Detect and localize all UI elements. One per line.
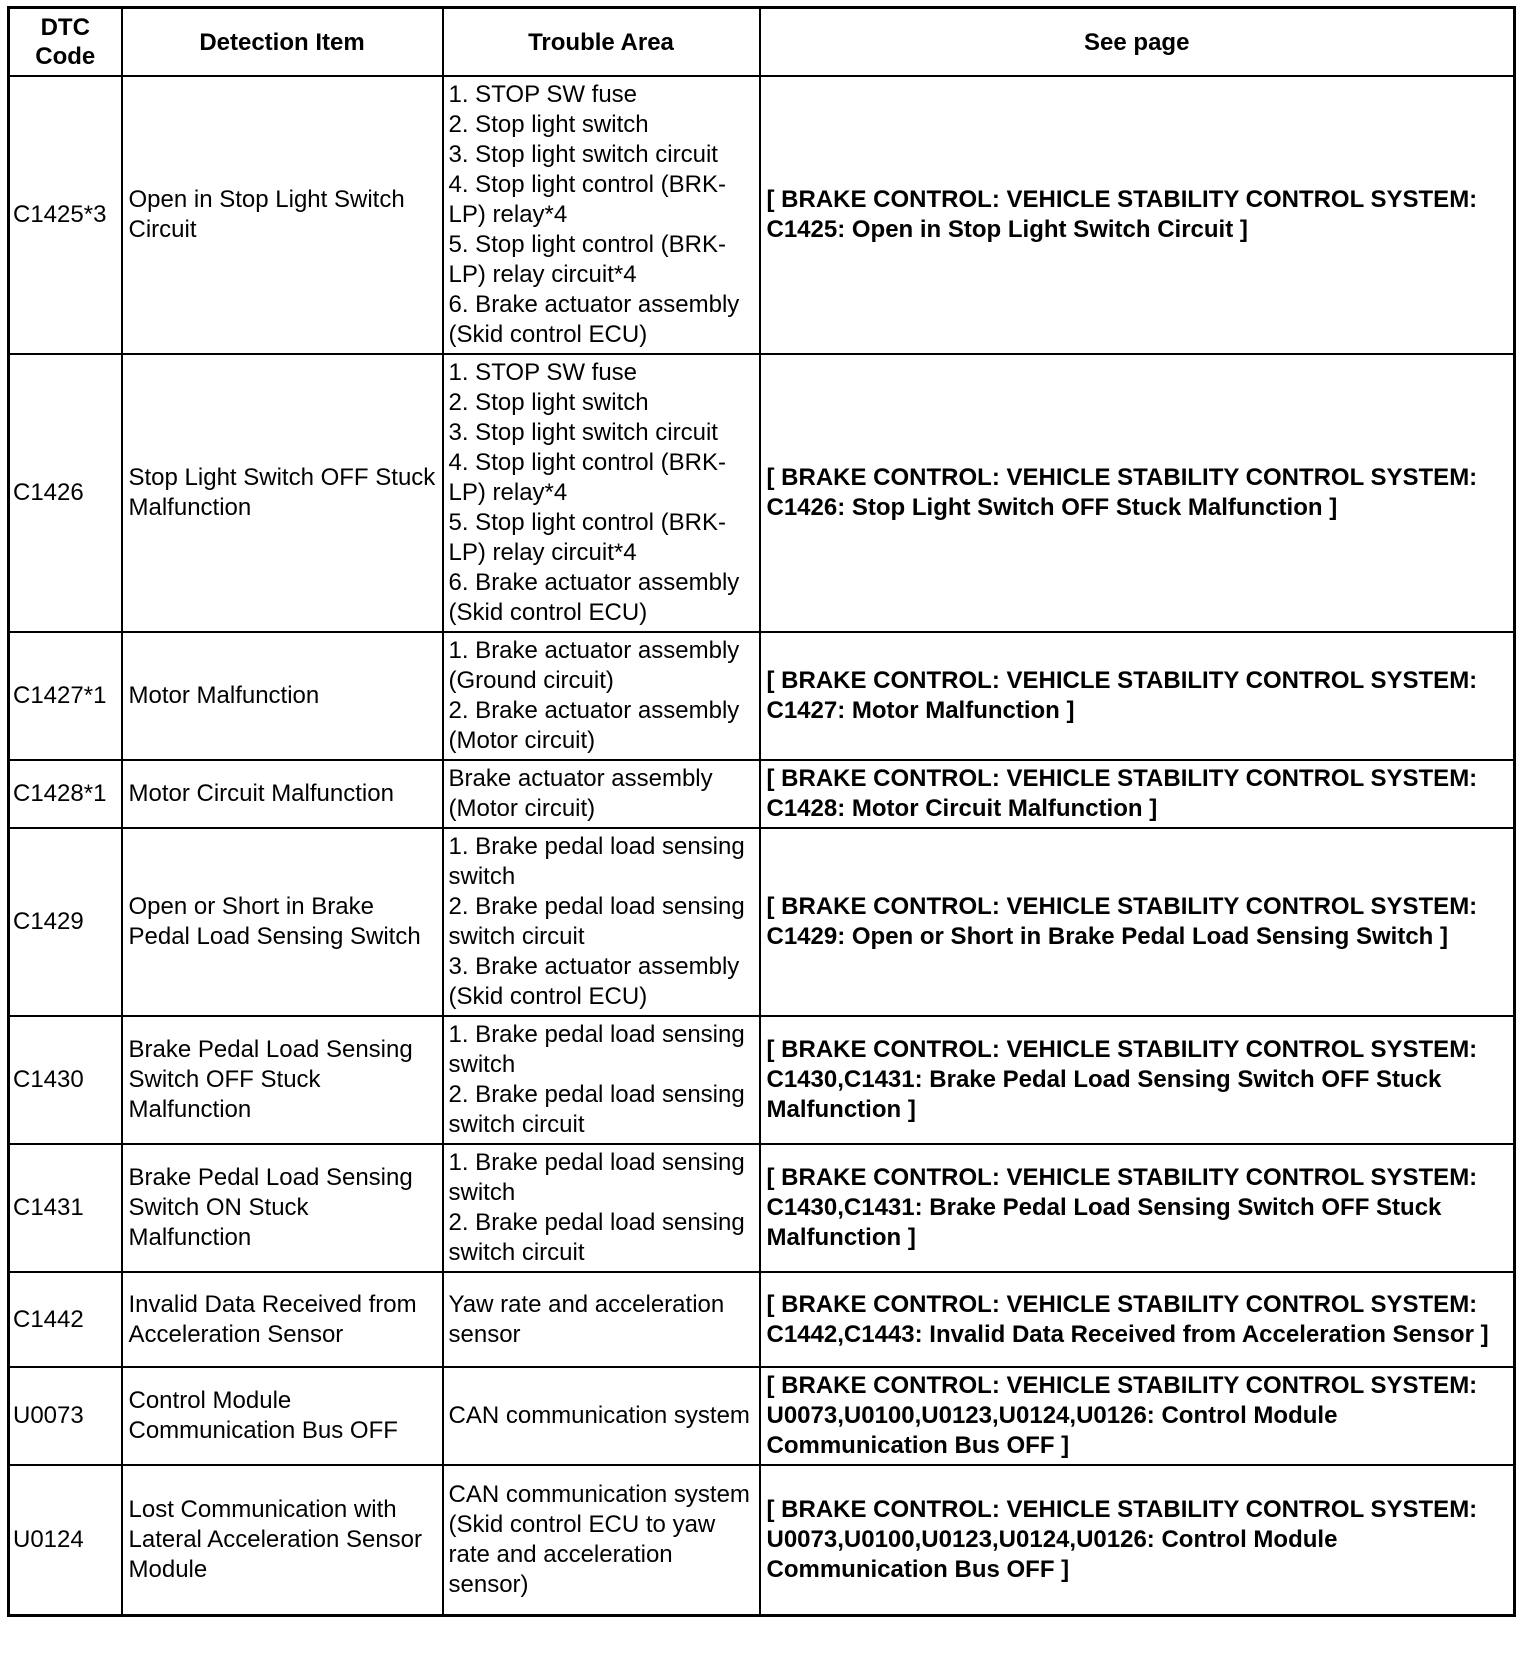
detection-item-cell: Motor Circuit Malfunction [122, 760, 443, 828]
see-page-cell[interactable]: [ BRAKE CONTROL: VEHICLE STABILITY CONTROL SYSTEM: C1442,C1443: Invalid Data Received from Acceleration Sensor ] [760, 1272, 1515, 1367]
table-row [9, 1144, 1515, 1272]
dtc-code-cell: U0124 [9, 1465, 122, 1615]
trouble-area-cell: 1. Brake actuator assembly (Ground circuit) 2. Brake actuator assembly (Motor circuit) [443, 632, 760, 760]
detection-item-cell: Stop Light Switch OFF Stuck Malfunction [122, 354, 443, 632]
see-page-cell[interactable]: [ BRAKE CONTROL: VEHICLE STABILITY CONTROL SYSTEM: C1428: Motor Circuit Malfunction ] [760, 760, 1515, 828]
table-row [9, 1272, 1515, 1367]
trouble-area-cell: 1. STOP SW fuse 2. Stop light switch 3. Stop light switch circuit 4. Stop light control (BRK-LP) relay*4 5. Stop light control (BRK-LP) relay circuit*4 6. Brake actuator assembly (Skid control ECU) [443, 76, 760, 354]
table-row [9, 1367, 1515, 1465]
see-page-cell[interactable]: [ BRAKE CONTROL: VEHICLE STABILITY CONTROL SYSTEM: C1430,C1431: Brake Pedal Load Sensing Switch OFF Stuck Malfunction ] [760, 1144, 1515, 1272]
detection-item-cell: Invalid Data Received from Acceleration Sensor [122, 1272, 443, 1367]
table-row [9, 354, 1515, 632]
see-page-cell[interactable]: [ BRAKE CONTROL: VEHICLE STABILITY CONTROL SYSTEM: U0073,U0100,U0123,U0124,U0126: Control Module Communication Bus OFF ] [760, 1465, 1515, 1615]
table-row [9, 76, 1515, 354]
dtc-code-cell: C1427*1 [9, 632, 122, 760]
see-page-cell[interactable]: [ BRAKE CONTROL: VEHICLE STABILITY CONTROL SYSTEM: C1430,C1431: Brake Pedal Load Sensing Switch OFF Stuck Malfunction ] [760, 1016, 1515, 1144]
detection-item-cell: Brake Pedal Load Sensing Switch ON Stuck Malfunction [122, 1144, 443, 1272]
trouble-area-cell: 1. STOP SW fuse 2. Stop light switch 3. Stop light switch circuit 4. Stop light control (BRK-LP) relay*4 5. Stop light control (BRK-LP) relay circuit*4 6. Brake actuator assembly (Skid control ECU) [443, 354, 760, 632]
trouble-area-cell: Yaw rate and acceleration sensor [443, 1272, 760, 1367]
dtc-code-cell: U0073 [9, 1367, 122, 1465]
detection-item-cell: Brake Pedal Load Sensing Switch OFF Stuck Malfunction [122, 1016, 443, 1144]
see-page-cell[interactable]: [ BRAKE CONTROL: VEHICLE STABILITY CONTROL SYSTEM: C1427: Motor Malfunction ] [760, 632, 1515, 760]
see-page-cell[interactable]: [ BRAKE CONTROL: VEHICLE STABILITY CONTROL SYSTEM: C1429: Open or Short in Brake Pedal Load Sensing Switch ] [760, 828, 1515, 1016]
header-detection-item: Detection Item [122, 8, 443, 77]
dtc-code-cell: C1430 [9, 1016, 122, 1144]
header-trouble-area: Trouble Area [443, 8, 760, 77]
see-page-cell[interactable]: [ BRAKE CONTROL: VEHICLE STABILITY CONTROL SYSTEM: C1426: Stop Light Switch OFF Stuck Malfunction ] [760, 354, 1515, 632]
detection-item-cell: Lost Communication with Lateral Acceleration Sensor Module [122, 1465, 443, 1615]
table-row [9, 1016, 1515, 1144]
table-row [9, 828, 1515, 1016]
dtc-code-cell: C1428*1 [9, 760, 122, 828]
table-row [9, 760, 1515, 828]
trouble-area-cell: CAN communication system (Skid control ECU to yaw rate and acceleration sensor) [443, 1465, 760, 1615]
dtc-code-cell: C1442 [9, 1272, 122, 1367]
see-page-cell[interactable]: [ BRAKE CONTROL: VEHICLE STABILITY CONTROL SYSTEM: C1425: Open in Stop Light Switch Circuit ] [760, 76, 1515, 354]
see-page-cell[interactable]: [ BRAKE CONTROL: VEHICLE STABILITY CONTROL SYSTEM: U0073,U0100,U0123,U0124,U0126: Control Module Communication Bus OFF ] [760, 1367, 1515, 1465]
header-see-page: See page [760, 8, 1515, 77]
trouble-area-cell: 1. Brake pedal load sensing switch 2. Brake pedal load sensing switch circuit 3. Brake actuator assembly (Skid control ECU) [443, 828, 760, 1016]
detection-item-cell: Open or Short in Brake Pedal Load Sensing Switch [122, 828, 443, 1016]
trouble-area-cell: Brake actuator assembly (Motor circuit) [443, 760, 760, 828]
dtc-code-cell: C1431 [9, 1144, 122, 1272]
dtc-table [7, 6, 1516, 1617]
header-dtc-code [9, 8, 122, 77]
trouble-area-cell: CAN communication system [443, 1367, 760, 1465]
dtc-code-cell: C1426 [9, 354, 122, 632]
trouble-area-cell: 1. Brake pedal load sensing switch 2. Brake pedal load sensing switch circuit [443, 1016, 760, 1144]
table-body [9, 76, 1515, 1615]
header-dtc-code-line2: Code [35, 43, 96, 70]
dtc-code-cell: C1429 [9, 828, 122, 1016]
dtc-code-cell: C1425*3 [9, 76, 122, 354]
detection-item-cell: Open in Stop Light Switch Circuit [122, 76, 443, 354]
table-row [9, 1465, 1515, 1615]
detection-item-cell: Control Module Communication Bus OFF [122, 1367, 443, 1465]
table-row [9, 632, 1515, 760]
header-dtc-code-line1: DTC [40, 14, 90, 41]
trouble-area-cell: 1. Brake pedal load sensing switch 2. Brake pedal load sensing switch circuit [443, 1144, 760, 1272]
detection-item-cell: Motor Malfunction [122, 632, 443, 760]
header-row [9, 8, 1515, 77]
table-header [9, 8, 1515, 77]
